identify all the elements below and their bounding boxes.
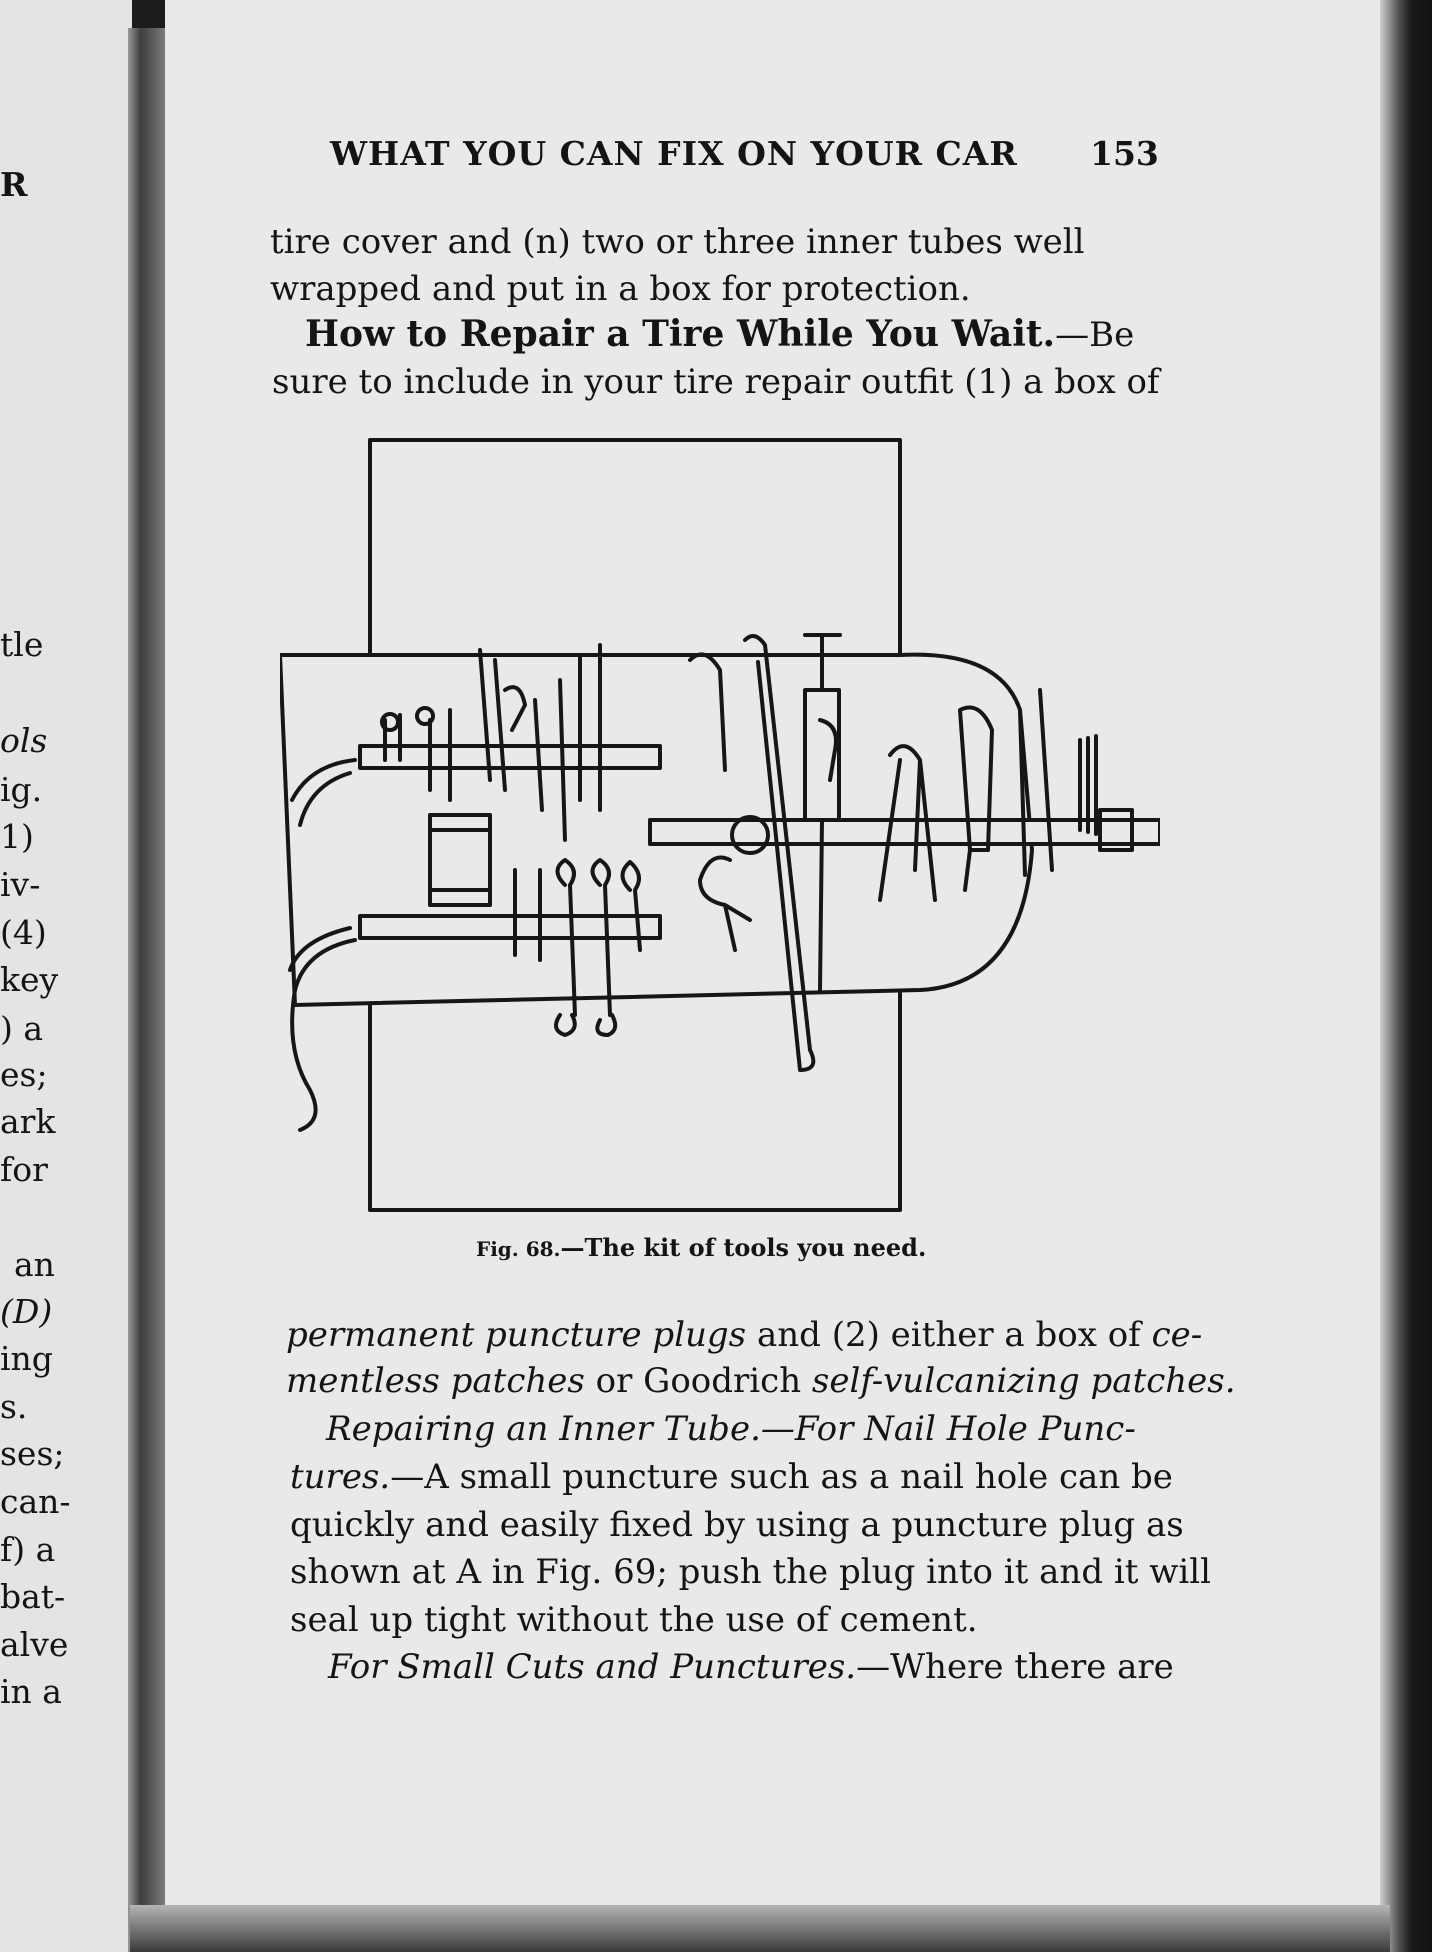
body-line: quickly and easily fixed by using a puncture plug as <box>290 1505 1184 1545</box>
left-fragment: tle <box>0 625 44 664</box>
page-edge <box>1380 0 1432 1952</box>
left-fragment: ig. <box>0 770 43 809</box>
section-heading-italic: For Small Cuts and Punctures. <box>328 1647 857 1687</box>
body-line: sure to include in your tire repair outfit (1) a box of <box>272 362 1160 402</box>
italic-term: self-vulcanizing patches. <box>811 1361 1236 1401</box>
body-text: or Goodrich <box>584 1361 812 1401</box>
left-fragment: ark <box>0 1102 56 1141</box>
left-fragment: in a <box>0 1672 62 1711</box>
body-text: and (2) either a box of <box>746 1315 1152 1355</box>
figure-caption-text: —The kit of tools you need. <box>560 1233 927 1262</box>
left-fragment: can- <box>0 1482 71 1521</box>
left-fragment: (D) <box>0 1292 53 1331</box>
left-fragment: an <box>14 1245 55 1284</box>
left-page <box>0 0 132 1952</box>
heading-tail: —Be <box>1055 315 1135 355</box>
left-fragment: ses; <box>0 1434 65 1473</box>
left-fragment: ing <box>0 1339 53 1378</box>
body-line <box>286 1315 1203 1355</box>
section-heading-italic: Repairing an Inner Tube.—For Nail Hole Punc- <box>326 1409 1136 1449</box>
body-line <box>290 1457 1173 1497</box>
italic-term: mentless patches <box>286 1361 585 1401</box>
left-fragment: ols <box>0 721 48 760</box>
left-fragment: 1) <box>0 817 34 856</box>
figure-caption <box>476 1233 926 1262</box>
left-fragment: s. <box>0 1387 28 1426</box>
bottom-shadow <box>130 1905 1390 1952</box>
body-line: shown at A in Fig. 69; push the plug into it and it will <box>290 1552 1211 1592</box>
body-line: seal up tight without the use of cement. <box>290 1600 978 1640</box>
figure-label: Fig. 68. <box>476 1237 561 1261</box>
body-text: —A small puncture such as a nail hole can be <box>390 1457 1173 1497</box>
left-fragment: R <box>0 165 28 204</box>
page-number: 153 <box>1090 134 1159 173</box>
body-text: —Where there are <box>856 1647 1174 1687</box>
italic-term: permanent puncture plugs <box>286 1315 747 1355</box>
tool-kit-illustration <box>280 430 1160 1230</box>
italic-term: ce- <box>1151 1315 1203 1355</box>
left-fragment: es; <box>0 1055 48 1094</box>
left-fragment: alve <box>0 1625 69 1664</box>
section-heading-line <box>305 313 1135 355</box>
left-fragment: bat- <box>0 1577 66 1616</box>
left-fragment: f) a <box>0 1530 56 1569</box>
left-fragment: ) a <box>0 1009 44 1048</box>
left-fragment: (4) <box>0 913 47 952</box>
body-line <box>328 1647 1174 1687</box>
left-fragment: iv- <box>0 865 41 904</box>
section-heading: How to Repair a Tire While You Wait. <box>305 313 1056 355</box>
body-line <box>286 1361 1236 1401</box>
italic-term: tures. <box>290 1457 391 1497</box>
left-fragment: for <box>0 1150 48 1189</box>
body-line: tire cover and (n) two or three inner tubes well <box>270 222 1085 262</box>
running-head: WHAT YOU CAN FIX ON YOUR CAR <box>330 134 1018 173</box>
body-line: wrapped and put in a box for protection. <box>270 269 971 309</box>
left-fragment: key <box>0 960 59 999</box>
